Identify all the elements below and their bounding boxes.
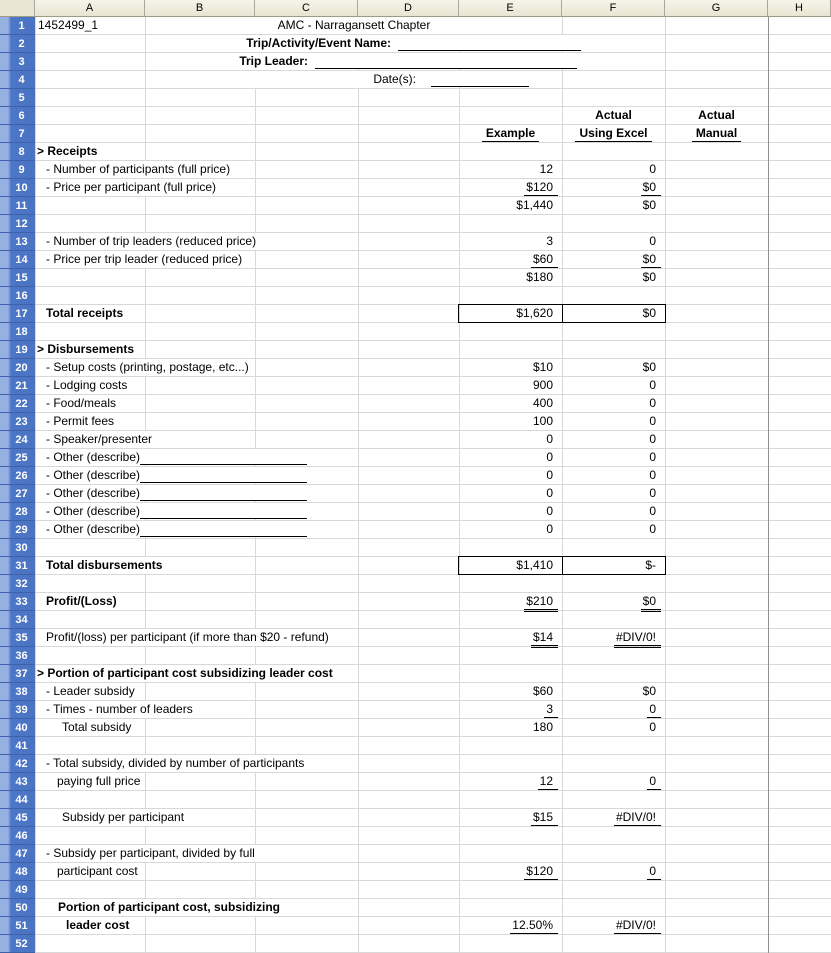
row-header-52[interactable]: 52 bbox=[0, 935, 35, 953]
cell-E17[interactable] bbox=[459, 305, 562, 322]
row-46 bbox=[0, 827, 831, 845]
cell-E31[interactable] bbox=[459, 557, 562, 574]
row-21 bbox=[0, 377, 831, 395]
row-header-9[interactable]: 9 bbox=[0, 161, 35, 179]
row-header-43[interactable]: 43 bbox=[0, 773, 35, 791]
cell-F51[interactable] bbox=[562, 917, 665, 934]
row-header-21[interactable]: 21 bbox=[0, 377, 35, 395]
row-28 bbox=[0, 503, 831, 521]
cell-value: $120 bbox=[524, 864, 558, 880]
row-header-46[interactable]: 46 bbox=[0, 827, 35, 845]
cell-F21[interactable] bbox=[562, 377, 665, 394]
cell-E15[interactable] bbox=[459, 269, 562, 286]
row-header-2[interactable]: 2 bbox=[0, 35, 35, 53]
cell-label-28[interactable]: - Other (describe) bbox=[46, 503, 144, 520]
row-header-42[interactable]: 42 bbox=[0, 755, 35, 773]
row-14 bbox=[0, 251, 831, 269]
row-40 bbox=[0, 719, 831, 737]
cell-value: $0 bbox=[642, 270, 656, 284]
row-header-34[interactable]: 34 bbox=[0, 611, 35, 629]
cell-value: 0 bbox=[649, 720, 656, 734]
cell-label-4[interactable]: Date(s): bbox=[250, 71, 420, 88]
row-header-23[interactable]: 23 bbox=[0, 413, 35, 431]
cell-label-35[interactable]: Profit/(loss) per participant (if more than $20 - refund) bbox=[46, 629, 333, 646]
row-8 bbox=[0, 143, 831, 161]
row-13 bbox=[0, 233, 831, 251]
column-header-G[interactable]: G bbox=[665, 0, 768, 16]
column-header-E[interactable]: E bbox=[459, 0, 562, 16]
cell-label-33[interactable]: Profit/(Loss) bbox=[46, 593, 121, 610]
cell-value: 400 bbox=[532, 396, 553, 410]
row-header-37[interactable]: 37 bbox=[0, 665, 35, 683]
row-5 bbox=[0, 89, 831, 107]
cell-E13[interactable] bbox=[459, 233, 562, 250]
cell-value: 0 bbox=[649, 432, 656, 446]
cell-label-8[interactable]: > Receipts bbox=[37, 143, 101, 160]
row-header-3[interactable]: 3 bbox=[0, 53, 35, 71]
cell-value: $120 bbox=[524, 180, 558, 196]
cell-E23[interactable] bbox=[459, 413, 562, 430]
cell-label-3[interactable]: Trip Leader: bbox=[150, 53, 312, 70]
row-52 bbox=[0, 935, 831, 953]
row-9 bbox=[0, 161, 831, 179]
cell-E43[interactable] bbox=[459, 773, 562, 790]
cell-value: 0 bbox=[647, 864, 661, 880]
column-header-A[interactable]: A bbox=[35, 0, 145, 16]
cell-E9[interactable] bbox=[459, 161, 562, 178]
row-43 bbox=[0, 773, 831, 791]
blank-underline-26[interactable] bbox=[140, 467, 307, 483]
cell-value: $0 bbox=[641, 252, 661, 268]
select-all-corner[interactable] bbox=[0, 0, 35, 16]
cell-E33[interactable] bbox=[459, 593, 562, 610]
row-32 bbox=[0, 575, 831, 593]
v-gridline bbox=[665, 17, 666, 953]
row-header-22[interactable]: 22 bbox=[0, 395, 35, 413]
cell-F9[interactable] bbox=[562, 161, 665, 178]
cell-F29[interactable] bbox=[562, 521, 665, 538]
cell-label-42[interactable]: - Total subsidy, divided by number of participants bbox=[46, 755, 308, 772]
row-header-7[interactable]: 7 bbox=[0, 125, 35, 143]
cell-label-17[interactable]: Total receipts bbox=[46, 305, 127, 322]
cell-label-40[interactable]: Total subsidy bbox=[62, 719, 135, 736]
row-header-13[interactable]: 13 bbox=[0, 233, 35, 251]
cell-E25[interactable] bbox=[459, 449, 562, 466]
blank-underline-27[interactable] bbox=[140, 485, 307, 501]
cell-F13[interactable] bbox=[562, 233, 665, 250]
cell-label-51[interactable]: leader cost bbox=[66, 917, 133, 934]
cell-value: 3 bbox=[544, 702, 558, 718]
row-header-6[interactable]: 6 bbox=[0, 107, 35, 125]
row-25 bbox=[0, 449, 831, 467]
cell-E39[interactable] bbox=[459, 701, 562, 718]
cell-value: 3 bbox=[546, 234, 553, 248]
cell-value: 0 bbox=[649, 486, 656, 500]
cell-F24[interactable] bbox=[562, 431, 665, 448]
cell-value: #DIV/0! bbox=[614, 630, 661, 648]
v-gridline bbox=[35, 17, 36, 953]
row-29 bbox=[0, 521, 831, 539]
row-header-45[interactable]: 45 bbox=[0, 809, 35, 827]
cell-E11[interactable] bbox=[459, 197, 562, 214]
row-30 bbox=[0, 539, 831, 557]
row-header-4[interactable]: 4 bbox=[0, 71, 35, 89]
row-27 bbox=[0, 485, 831, 503]
row-36 bbox=[0, 647, 831, 665]
cell-value: Manual bbox=[692, 126, 741, 142]
row-37 bbox=[0, 665, 831, 683]
cell-value: $0 bbox=[642, 684, 656, 698]
row-header-48[interactable]: 48 bbox=[0, 863, 35, 881]
cell-value: $1,440 bbox=[516, 198, 553, 212]
row-12 bbox=[0, 215, 831, 233]
row-44 bbox=[0, 791, 831, 809]
cell-F6[interactable] bbox=[562, 107, 665, 124]
row-2 bbox=[0, 35, 831, 53]
row-header-11[interactable]: 11 bbox=[0, 197, 35, 215]
cell-F38[interactable] bbox=[562, 683, 665, 700]
row-header-29[interactable]: 29 bbox=[0, 521, 35, 539]
row-header-18[interactable]: 18 bbox=[0, 323, 35, 341]
cell-E51[interactable] bbox=[459, 917, 562, 934]
column-header-H[interactable]: H bbox=[768, 0, 831, 16]
cell-label-50[interactable]: Portion of participant cost, subsidizing bbox=[58, 899, 284, 916]
cell-F22[interactable] bbox=[562, 395, 665, 412]
row-header-49[interactable]: 49 bbox=[0, 881, 35, 899]
blank-underline-28[interactable] bbox=[140, 503, 307, 519]
cell-value: $60 bbox=[532, 684, 553, 698]
cell-F15[interactable] bbox=[562, 269, 665, 286]
row-24 bbox=[0, 431, 831, 449]
row-22 bbox=[0, 395, 831, 413]
cell-E22[interactable] bbox=[459, 395, 562, 412]
cell-E14[interactable] bbox=[459, 251, 562, 268]
column-header-D[interactable]: D bbox=[358, 0, 459, 16]
cell-value: $180 bbox=[526, 270, 553, 284]
row-header-10[interactable]: 10 bbox=[0, 179, 35, 197]
cell-value: 0 bbox=[546, 432, 553, 446]
cell-value: 900 bbox=[532, 378, 553, 392]
row-38 bbox=[0, 683, 831, 701]
cell-label-2[interactable]: Trip/Activity/Event Name: bbox=[150, 35, 395, 52]
blank-underline-29[interactable] bbox=[140, 521, 307, 537]
cell-value: 12.50% bbox=[510, 918, 558, 934]
row-header-28[interactable]: 28 bbox=[0, 503, 35, 521]
cell-value: 180 bbox=[532, 720, 553, 734]
row-header-14[interactable]: 14 bbox=[0, 251, 35, 269]
cell-label-29[interactable]: - Other (describe) bbox=[46, 521, 144, 538]
row-header-26[interactable]: 26 bbox=[0, 467, 35, 485]
cell-F23[interactable] bbox=[562, 413, 665, 430]
cell-value: 0 bbox=[649, 162, 656, 176]
row-header-31[interactable]: 31 bbox=[0, 557, 35, 575]
row-20 bbox=[0, 359, 831, 377]
cell-value: 0 bbox=[649, 522, 656, 536]
cell-F39[interactable] bbox=[562, 701, 665, 718]
row-48 bbox=[0, 863, 831, 881]
row-header-47[interactable]: 47 bbox=[0, 845, 35, 863]
row-header-40[interactable]: 40 bbox=[0, 719, 35, 737]
row-header-24[interactable]: 24 bbox=[0, 431, 35, 449]
cell-F27[interactable] bbox=[562, 485, 665, 502]
row-10 bbox=[0, 179, 831, 197]
cell-value: 0 bbox=[546, 450, 553, 464]
row-header-20[interactable]: 20 bbox=[0, 359, 35, 377]
cell-F33[interactable] bbox=[562, 593, 665, 610]
cell-value: 0 bbox=[546, 522, 553, 536]
cell-value: 0 bbox=[546, 486, 553, 500]
cell-value: $1,620 bbox=[516, 306, 553, 320]
cell-value: $15 bbox=[531, 810, 558, 826]
cell-label-37[interactable]: > Portion of participant cost subsidizing leader cost bbox=[37, 665, 337, 682]
row-1 bbox=[0, 17, 831, 35]
row-header-41[interactable]: 41 bbox=[0, 737, 35, 755]
cell-F20[interactable] bbox=[562, 359, 665, 376]
column-header-F[interactable]: F bbox=[562, 0, 665, 16]
cell-label-13[interactable]: - Number of trip leaders (reduced price) bbox=[46, 233, 260, 250]
cell-F31[interactable] bbox=[562, 557, 665, 574]
cell-value: Using Excel bbox=[575, 126, 651, 142]
cell-E27[interactable] bbox=[459, 485, 562, 502]
cell-label-25[interactable]: - Other (describe) bbox=[46, 449, 144, 466]
cell-value: 100 bbox=[532, 414, 553, 428]
blank-underline-3[interactable] bbox=[315, 53, 577, 69]
cell-label-47[interactable]: - Subsidy per participant, divided by full bbox=[46, 845, 259, 862]
cell-label-9[interactable]: - Number of participants (full price) bbox=[46, 161, 234, 178]
cell-label-10[interactable]: - Price per participant (full price) bbox=[46, 179, 220, 196]
row-header-39[interactable]: 39 bbox=[0, 701, 35, 719]
cell-value: 12 bbox=[538, 774, 558, 790]
row-23 bbox=[0, 413, 831, 431]
row-51 bbox=[0, 917, 831, 935]
cell-E26[interactable] bbox=[459, 467, 562, 484]
column-header-B[interactable]: B bbox=[145, 0, 255, 16]
cell-label-1[interactable]: 1452499_1 bbox=[38, 17, 102, 34]
cell-value: $0 bbox=[642, 306, 656, 320]
cell-value: Actual bbox=[698, 108, 735, 122]
v-gridline bbox=[358, 17, 359, 953]
cell-value: 0 bbox=[649, 378, 656, 392]
row-header-12[interactable]: 12 bbox=[0, 215, 35, 233]
cell-E29[interactable] bbox=[459, 521, 562, 538]
cell-F45[interactable] bbox=[562, 809, 665, 826]
row-41 bbox=[0, 737, 831, 755]
row-19 bbox=[0, 341, 831, 359]
blank-underline-25[interactable] bbox=[140, 449, 307, 465]
cell-F28[interactable] bbox=[562, 503, 665, 520]
row-header-17[interactable]: 17 bbox=[0, 305, 35, 323]
cell-F35[interactable] bbox=[562, 629, 665, 646]
cell-value: $- bbox=[645, 558, 656, 572]
row-7 bbox=[0, 125, 831, 143]
cell-value: $210 bbox=[524, 594, 558, 612]
row-header-33[interactable]: 33 bbox=[0, 593, 35, 611]
cell-E28[interactable] bbox=[459, 503, 562, 520]
cell-F11[interactable] bbox=[562, 197, 665, 214]
row-6 bbox=[0, 107, 831, 125]
cell-value: 0 bbox=[649, 414, 656, 428]
cell-value: 0 bbox=[649, 234, 656, 248]
cell-value: Example bbox=[482, 126, 539, 142]
cell-label-20[interactable]: - Setup costs (printing, postage, etc...) bbox=[46, 359, 253, 376]
cell-G7[interactable] bbox=[665, 125, 768, 142]
row-header-51[interactable]: 51 bbox=[0, 917, 35, 935]
cell-F17[interactable] bbox=[562, 305, 665, 322]
cell-E20[interactable] bbox=[459, 359, 562, 376]
cell-E40[interactable] bbox=[459, 719, 562, 736]
row-header-27[interactable]: 27 bbox=[0, 485, 35, 503]
cell-label-26[interactable]: - Other (describe) bbox=[46, 467, 144, 484]
row-3 bbox=[0, 53, 831, 71]
cell-value: $14 bbox=[531, 630, 558, 648]
row-47 bbox=[0, 845, 831, 863]
cell-F40[interactable] bbox=[562, 719, 665, 736]
cell-value: #DIV/0! bbox=[614, 810, 661, 826]
cell-G6[interactable] bbox=[665, 107, 768, 124]
cell-value: Actual bbox=[595, 108, 632, 122]
cell-label-1-1[interactable]: AMC - Narragansett Chapter bbox=[146, 17, 562, 34]
row-31 bbox=[0, 557, 831, 575]
row-header-32[interactable]: 32 bbox=[0, 575, 35, 593]
cell-label-31[interactable]: Total disbursements bbox=[46, 557, 166, 574]
cell-value: $0 bbox=[642, 198, 656, 212]
row-header-50[interactable]: 50 bbox=[0, 899, 35, 917]
row-header-35[interactable]: 35 bbox=[0, 629, 35, 647]
cell-value: 0 bbox=[649, 396, 656, 410]
cell-F7[interactable] bbox=[562, 125, 665, 142]
cell-F26[interactable] bbox=[562, 467, 665, 484]
row-34 bbox=[0, 611, 831, 629]
row-49 bbox=[0, 881, 831, 899]
blank-underline-2[interactable] bbox=[398, 35, 581, 51]
row-header-19[interactable]: 19 bbox=[0, 341, 35, 359]
cell-value: 12 bbox=[539, 162, 553, 176]
row-header-25[interactable]: 25 bbox=[0, 449, 35, 467]
cell-F25[interactable] bbox=[562, 449, 665, 466]
cell-value: 0 bbox=[649, 468, 656, 482]
row-39 bbox=[0, 701, 831, 719]
cell-value: 0 bbox=[649, 450, 656, 464]
cell-label-48[interactable]: participant cost bbox=[57, 863, 142, 880]
cell-E48[interactable] bbox=[459, 863, 562, 880]
cell-value: 0 bbox=[649, 504, 656, 518]
row-50 bbox=[0, 899, 831, 917]
cell-label-27[interactable]: - Other (describe) bbox=[46, 485, 144, 502]
page-break-gridline bbox=[768, 17, 769, 953]
cell-value: $1,410 bbox=[516, 558, 553, 572]
cell-E35[interactable] bbox=[459, 629, 562, 646]
cell-E45[interactable] bbox=[459, 809, 562, 826]
cell-value: 0 bbox=[546, 504, 553, 518]
row-45 bbox=[0, 809, 831, 827]
cell-F48[interactable] bbox=[562, 863, 665, 880]
column-header-C[interactable]: C bbox=[255, 0, 358, 16]
row-header-1[interactable]: 1 bbox=[0, 17, 35, 35]
cell-value: $0 bbox=[641, 180, 661, 196]
grid-rows bbox=[0, 17, 831, 953]
cell-label-22[interactable]: - Food/meals bbox=[46, 395, 120, 412]
row-header-44[interactable]: 44 bbox=[0, 791, 35, 809]
cell-value: $0 bbox=[642, 360, 656, 374]
cell-label-23[interactable]: - Permit fees bbox=[46, 413, 118, 430]
cell-label-24[interactable]: - Speaker/presenter bbox=[46, 431, 156, 448]
cell-E24[interactable] bbox=[459, 431, 562, 448]
cell-value: 0 bbox=[647, 702, 661, 718]
row-header-30[interactable]: 30 bbox=[0, 539, 35, 557]
blank-underline-4[interactable] bbox=[431, 71, 529, 87]
cell-label-38[interactable]: - Leader subsidy bbox=[46, 683, 139, 700]
row-35 bbox=[0, 629, 831, 647]
row-26 bbox=[0, 467, 831, 485]
cell-E38[interactable] bbox=[459, 683, 562, 700]
cell-label-45[interactable]: Subsidy per participant bbox=[62, 809, 188, 826]
cell-value: 0 bbox=[647, 774, 661, 790]
row-33 bbox=[0, 593, 831, 611]
cell-E7[interactable] bbox=[459, 125, 562, 142]
cell-label-19[interactable]: > Disbursements bbox=[37, 341, 138, 358]
cell-label-21[interactable]: - Lodging costs bbox=[46, 377, 131, 394]
cell-label-39[interactable]: - Times - number of leaders bbox=[46, 701, 197, 718]
row-header-8[interactable]: 8 bbox=[0, 143, 35, 161]
cell-value: $0 bbox=[641, 594, 661, 612]
row-4 bbox=[0, 71, 831, 89]
cell-value: $10 bbox=[532, 360, 553, 374]
cell-value: $60 bbox=[531, 252, 558, 268]
row-header-16[interactable]: 16 bbox=[0, 287, 35, 305]
column-headers bbox=[0, 0, 831, 17]
cell-E21[interactable] bbox=[459, 377, 562, 394]
cell-F43[interactable] bbox=[562, 773, 665, 790]
row-18 bbox=[0, 323, 831, 341]
cell-F10[interactable] bbox=[562, 179, 665, 196]
row-header-5[interactable]: 5 bbox=[0, 89, 35, 107]
cell-F14[interactable] bbox=[562, 251, 665, 268]
row-16 bbox=[0, 287, 831, 305]
cell-E10[interactable] bbox=[459, 179, 562, 196]
row-42 bbox=[0, 755, 831, 773]
row-header-36[interactable]: 36 bbox=[0, 647, 35, 665]
cell-label-43[interactable]: paying full price bbox=[57, 773, 144, 790]
row-header-38[interactable]: 38 bbox=[0, 683, 35, 701]
row-11 bbox=[0, 197, 831, 215]
cell-label-14[interactable]: - Price per trip leader (reduced price) bbox=[46, 251, 246, 268]
cell-value: 0 bbox=[546, 468, 553, 482]
row-header-15[interactable]: 15 bbox=[0, 269, 35, 287]
row-17 bbox=[0, 305, 831, 323]
cell-value: #DIV/0! bbox=[614, 918, 661, 934]
row-15 bbox=[0, 269, 831, 287]
